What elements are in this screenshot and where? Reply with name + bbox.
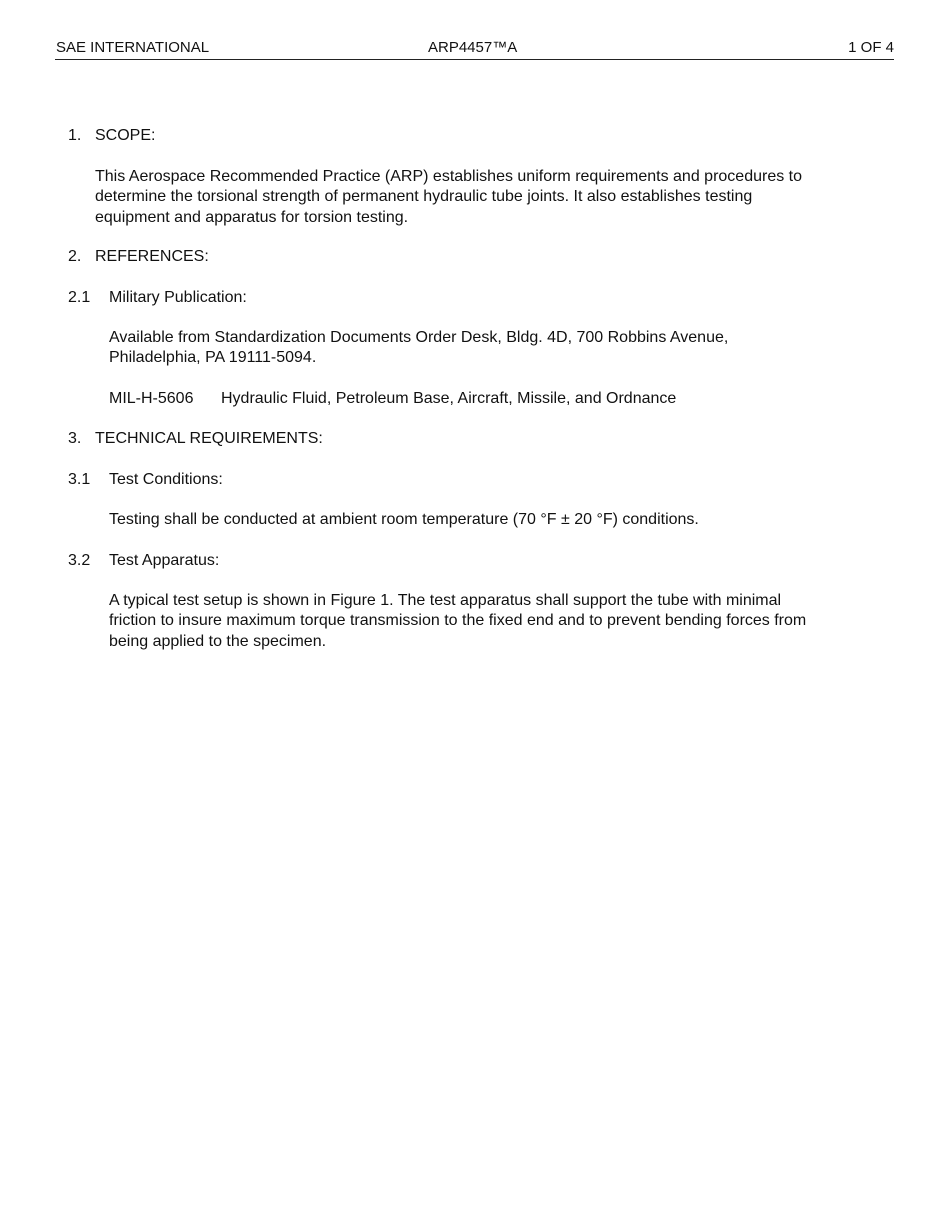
section-title: Test Conditions: [109,471,223,488]
header-organization: SAE INTERNATIONAL [56,39,210,56]
section-title: Test Apparatus: [109,552,220,569]
paragraph-line: This Aerospace Recommended Practice (ARP) establishes uniform requirements and procedures to [95,168,802,185]
paragraph-line: Philadelphia, PA 19111-5094. [109,349,317,367]
section-1-heading [68,126,156,146]
section-number: 1. [68,127,82,144]
page-header [55,37,894,60]
section-number: 3.2 [68,552,91,569]
apparatus-paragraph [109,591,806,652]
section-3-1-heading [68,470,223,490]
paragraph-line: friction to insure maximum torque transmission to the fixed end and to prevent bending forces from [109,612,807,630]
paragraph-line: Available from Standardization Documents Order Desk, Bldg. 4D, 700 Robbins Avenue, [109,329,729,346]
section-3-2-heading [68,551,220,571]
section-title: Military Publication: [109,289,247,306]
section-number: 3. [68,430,82,447]
reference-entry [109,389,809,409]
conditions-paragraph [109,510,699,530]
availability-paragraph [109,328,728,369]
section-title: REFERENCES: [95,248,209,265]
paragraph-line: being applied to the specimen. [109,632,327,650]
paragraph-line: Testing shall be conducted at ambient room temperature (70 °F ± 20 °F) conditions. [109,511,699,528]
paragraph-line: A typical test setup is shown in Figure 1. The test apparatus shall support the tube with minimal [109,592,782,609]
section-number: 2. [68,248,82,265]
section-number: 3.1 [68,471,91,488]
paragraph-line: determine the torsional strength of permanent hydraulic tube joints. It also establishes testing [95,188,753,206]
section-title: SCOPE: [95,127,156,144]
section-number: 2.1 [68,289,91,306]
paragraph-line: equipment and apparatus for torsion testing. [95,208,409,226]
section-2-1-heading [68,288,247,308]
scope-paragraph [95,167,802,228]
reference-title: Hydraulic Fluid, Petroleum Base, Aircraft, Missile, and Ordnance [221,390,677,407]
reference-code: MIL-H-5606 [109,390,194,407]
section-2-heading [68,247,209,267]
section-title: TECHNICAL REQUIREMENTS: [95,430,323,447]
header-document-number: ARP4457™A [428,39,518,56]
section-3-heading [68,429,323,449]
header-page-indicator: 1 OF 4 [848,39,894,56]
